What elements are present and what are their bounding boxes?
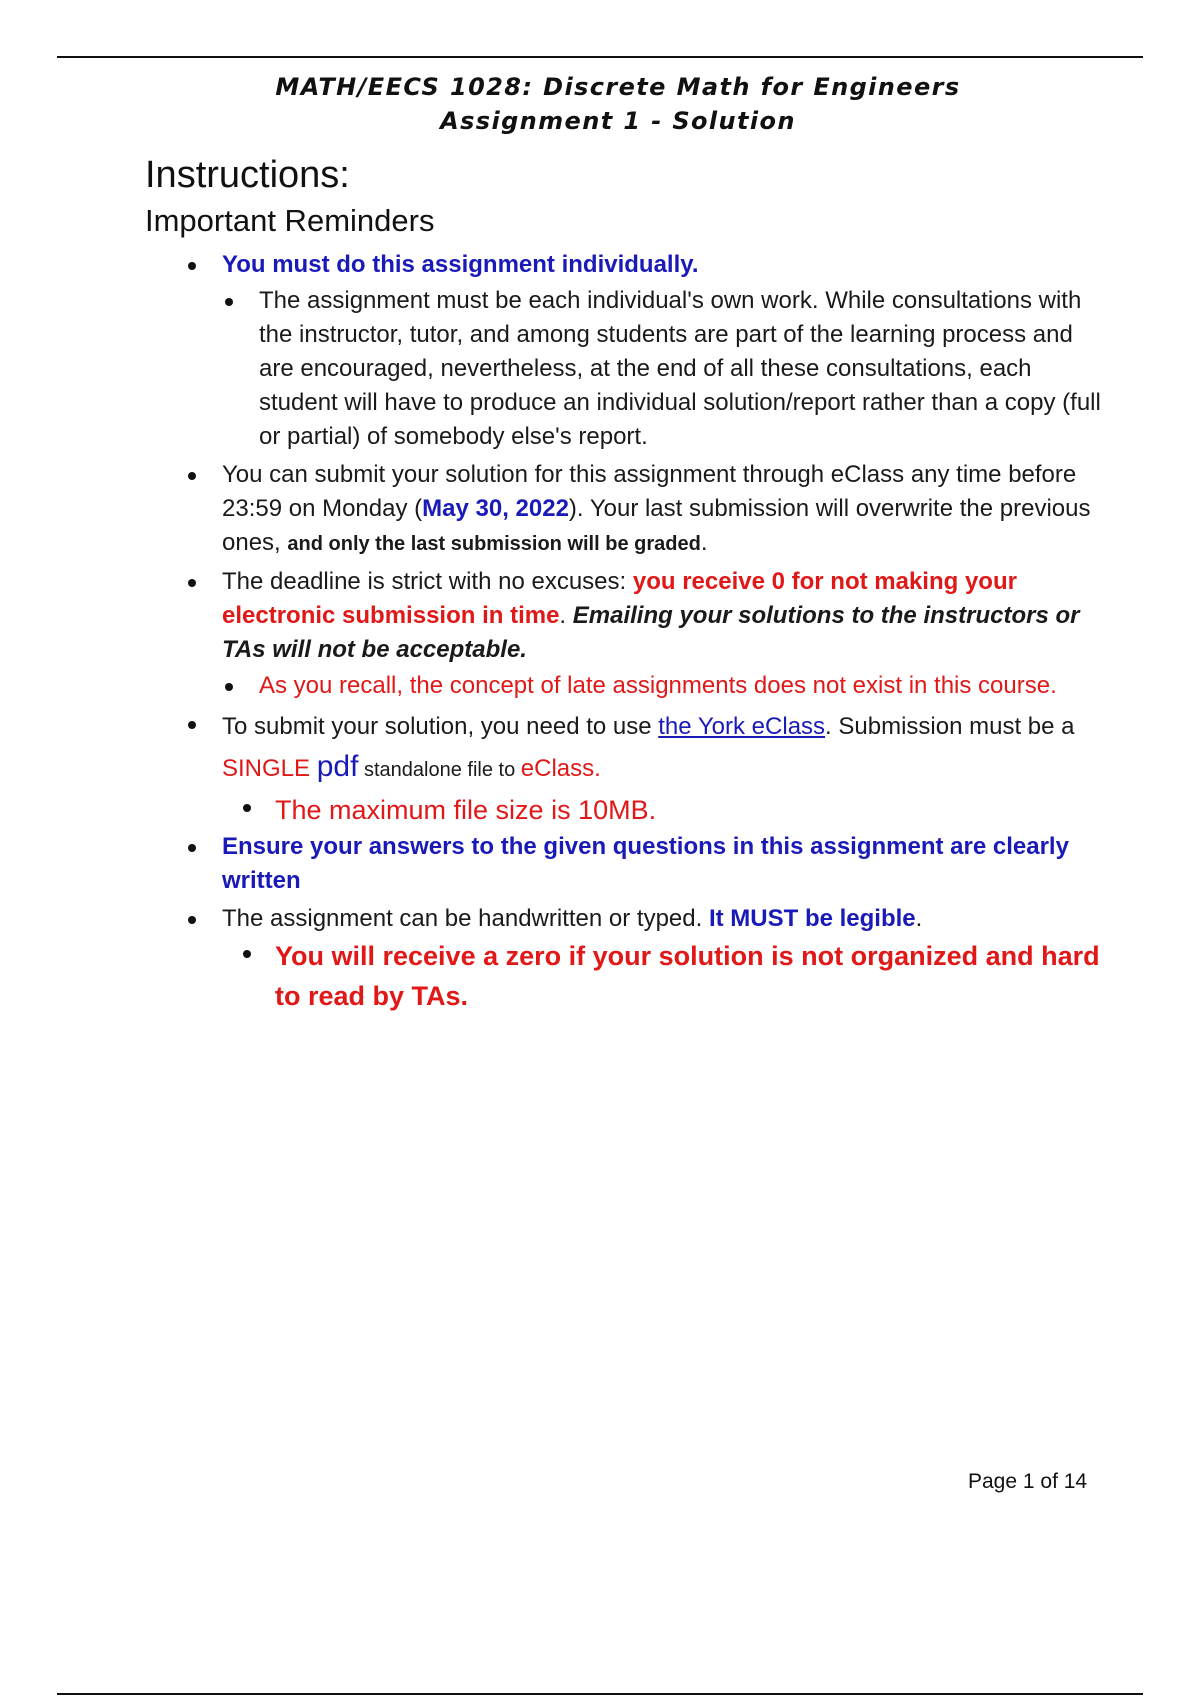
last-submission-graded: and only the last submission will be graded — [287, 533, 701, 555]
reminder-deadline: The deadline is strict with no excuses: you receive 0 for not making your electronic submission in time. Emailing your solutions to the instructors or TAs will not be acceptable. As you recall, the concept of late assignments does not exist in this course. — [145, 565, 1105, 703]
page-number: Page 1 of 14 — [968, 1470, 1088, 1493]
zero-warning: you receive 0 for not making your electronic submission in time — [222, 568, 1017, 629]
email-not-accepted: Emailing your solutions to the instructors or TAs will not be acceptable. — [222, 602, 1080, 663]
individual-notice: You must do this assignment individually. — [222, 251, 699, 278]
york-eclass-link[interactable]: the York eClass — [658, 713, 826, 740]
single-label: SINGLE — [222, 755, 311, 782]
course-title: MATH/EECS 1028: Discrete Math for Engineers — [275, 73, 961, 101]
due-date: May 30, 2022 — [422, 495, 569, 522]
assignment-title: Assignment 1 - Solution — [440, 107, 796, 135]
zero-if-unorganized: You will receive a zero if your solution is not organized and hard to read by TAs. — [145, 936, 1105, 1016]
top-rule — [57, 56, 1143, 58]
instructions-heading: Instructions: — [145, 154, 350, 196]
reminder-how-to-submit: To submit your solution, you need to use the York eClass. Submission must be a SINGLE pdf standalone file to eClass. The maximum file size is 10MB. — [145, 707, 1105, 830]
reminder-submission: You can submit your solution for this assignment through eClass any time before 23:59 on Monday (May 30, 2022). Your last submission will overwrite the previous ones, and only the last submission will be graded. — [145, 458, 1105, 561]
must-be-legible: It MUST be legible — [708, 905, 916, 932]
reminder-individual — [145, 248, 1105, 454]
reminders-heading: Important Reminders — [145, 203, 435, 238]
reminders-list — [145, 248, 1105, 1016]
eclass-label: eClass. — [520, 755, 601, 782]
bottom-rule — [57, 1693, 1143, 1695]
individual-detail: The assignment must be each individual's own work. While consultations with the instructor, tutor, and among students are part of the learning process and are encouraged, nevertheless, at the end of all these consultations, each student will have to produce an individual solution/report rather than a copy (full or partial) of somebody else's report. — [145, 284, 1105, 454]
max-file-size: The maximum file size is 10MB. — [145, 790, 1105, 830]
reminder-clearly-written: Ensure your answers to the given questions in this assignment are clearly written — [145, 830, 1105, 898]
document-body — [145, 150, 1105, 1016]
document-header — [0, 70, 1200, 138]
pdf-label: pdf — [316, 750, 359, 783]
reminder-legible: The assignment can be handwritten or typed. It MUST be legible. You will receive a zero if your solution is not organized and hard to read by TAs. — [145, 902, 1105, 1016]
late-policy: As you recall, the concept of late assignments does not exist in this course. — [145, 669, 1105, 703]
